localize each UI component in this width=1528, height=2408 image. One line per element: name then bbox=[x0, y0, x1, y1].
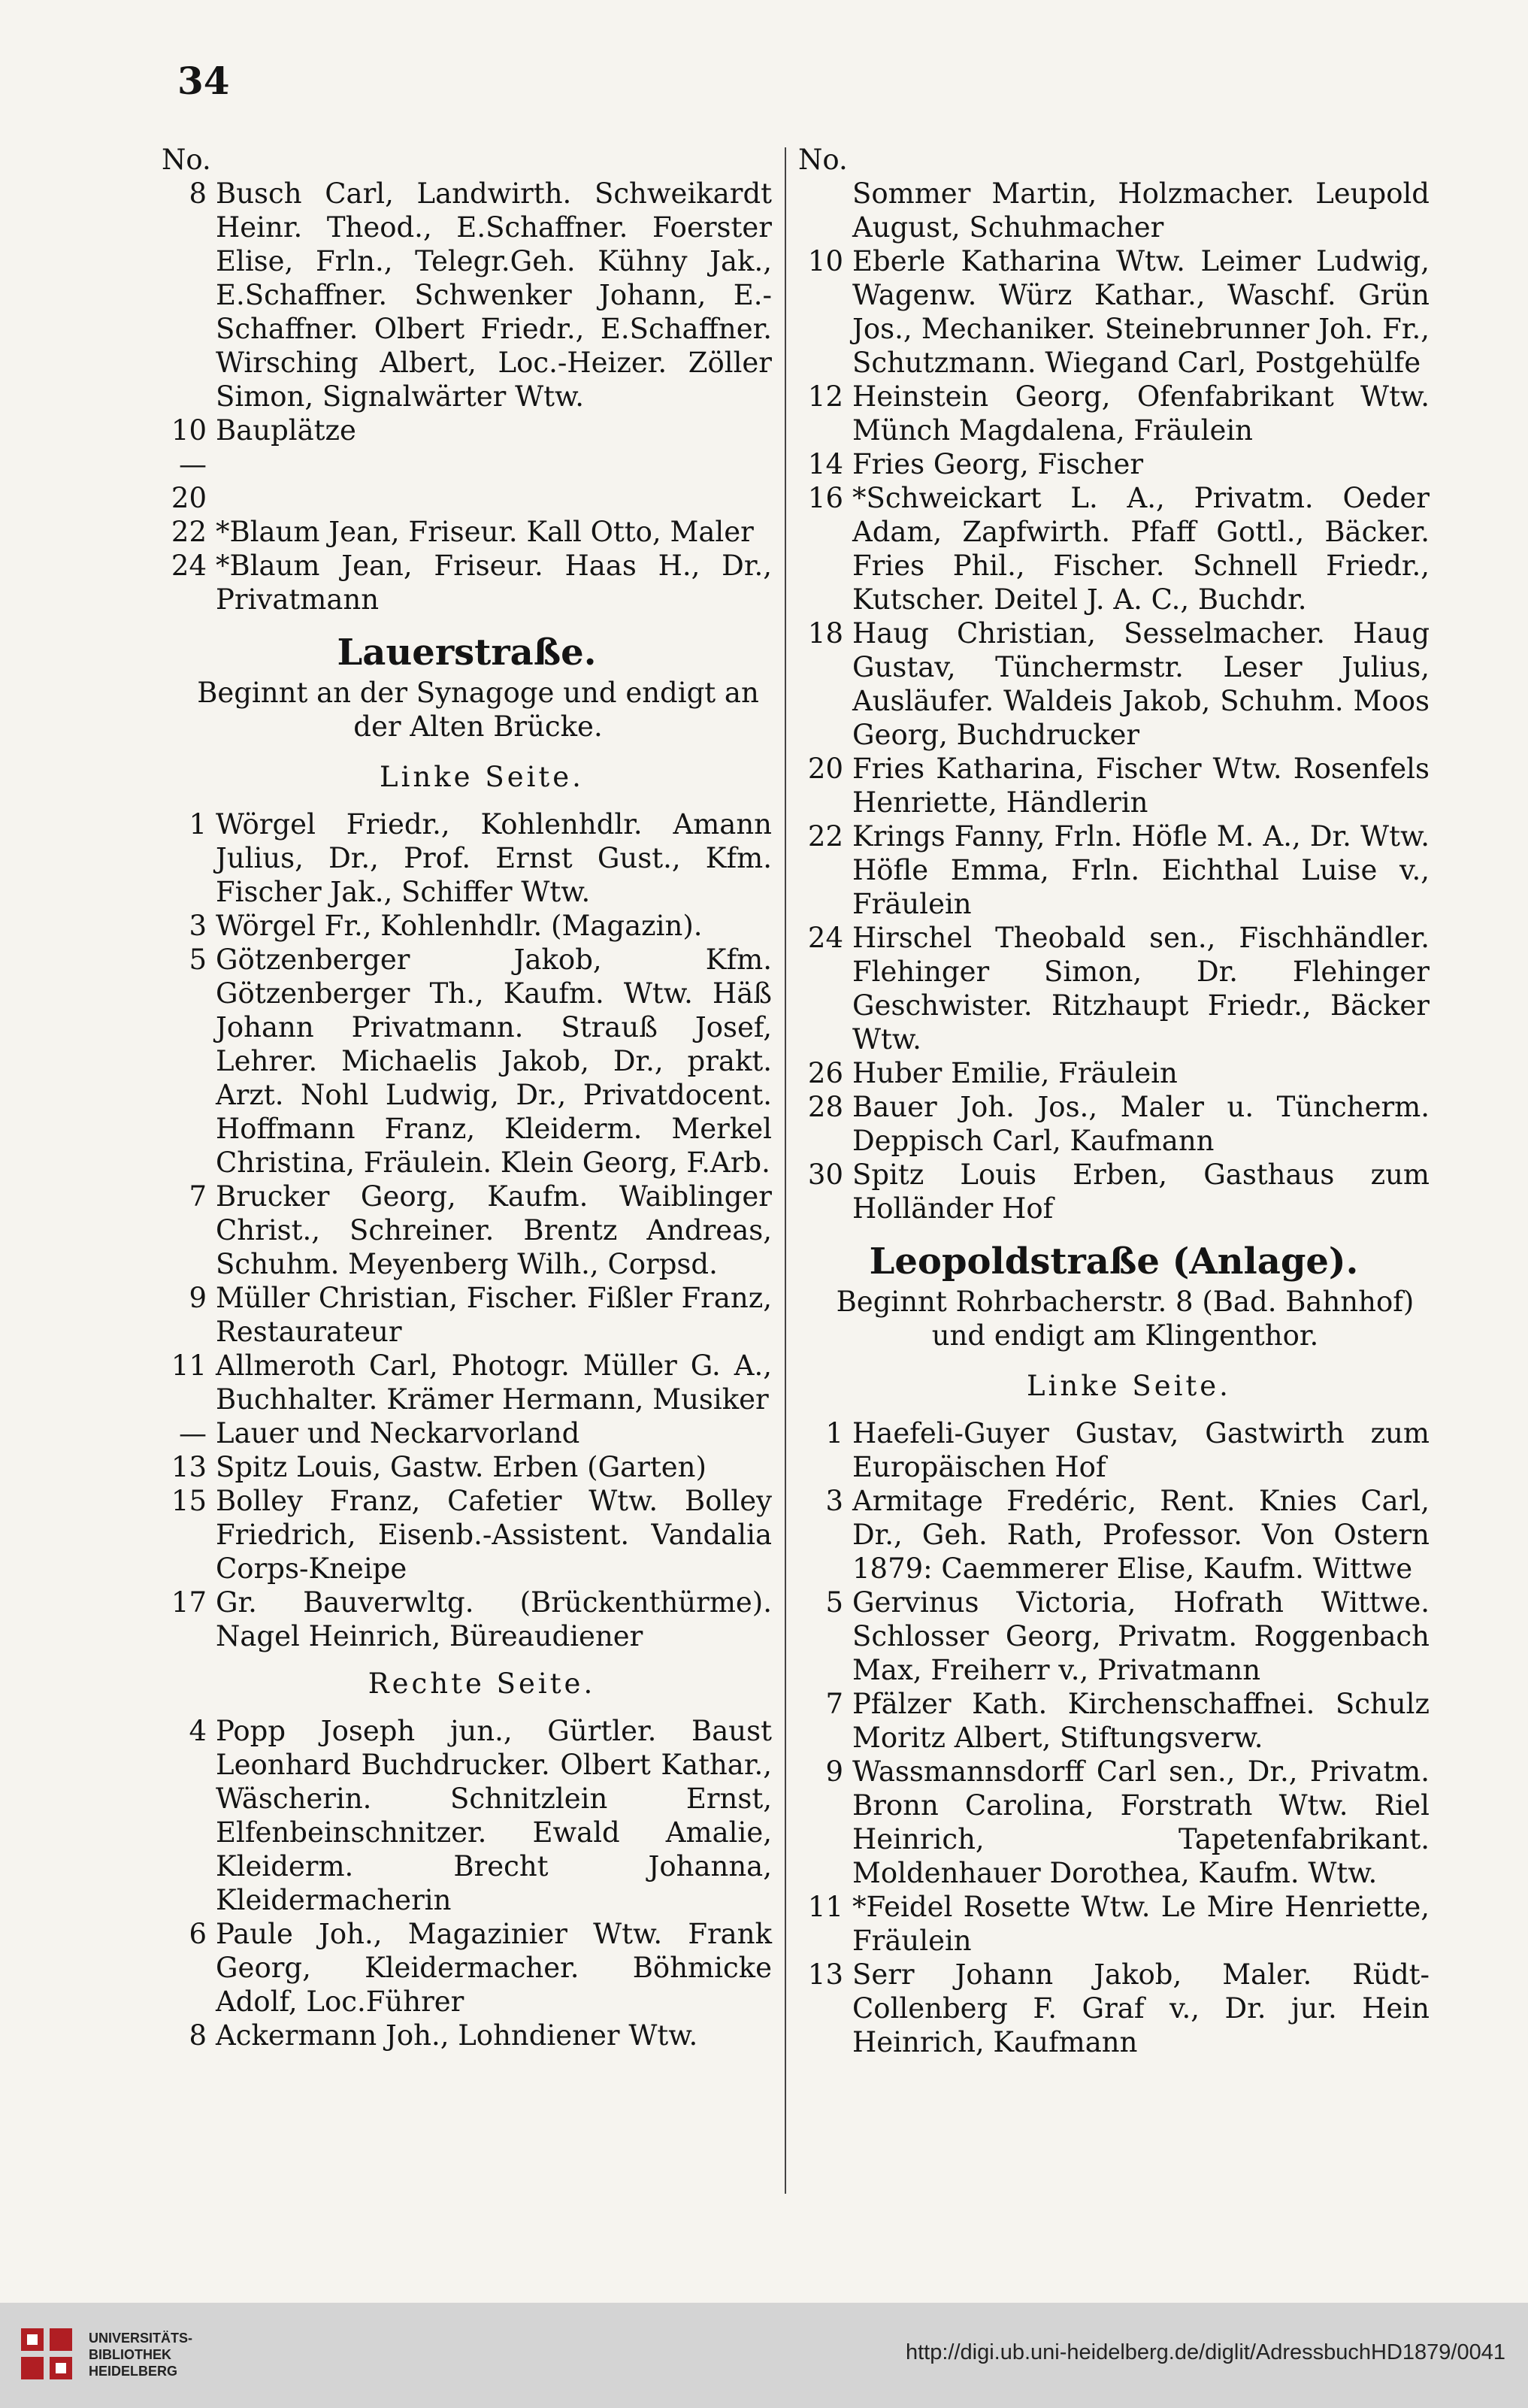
street-title: Lauerstraße. bbox=[337, 632, 597, 674]
resident-entry: Lauer und Neckarvorland bbox=[216, 1417, 580, 1449]
resident-entry: *Blaum Jean, Friseur. Haas H., Dr., Privatmann bbox=[216, 550, 772, 616]
resident-entry: *Schweickart L. A., Privatm. Oeder Adam, Zapfwirth. Pfaff Gottl., Bäcker. Fries Phil., Fischer. Schnell Friedr., Kutscher. Deitel J. A. C., Buchdr. bbox=[852, 482, 1430, 616]
resident-entry: Busch Carl, Landwirth. Schweikardt Heinr. Theod., E.Schaffner. Foerster Elise, Frln., Telegr.Geh. Kühny Jak., E.Schaffner. Schwenker Johann, E.-Schaffner. Olbert Friedr., E.Schaffner. Wirsching Albert, Loc.-Heizer. Zöller Simon, Signalwärter Wtw. bbox=[216, 177, 772, 413]
list-item bbox=[162, 943, 772, 1180]
house-number: 24 bbox=[171, 550, 207, 582]
house-number: 1 bbox=[825, 1417, 843, 1449]
list-item bbox=[162, 1450, 772, 1484]
list-item bbox=[162, 1484, 772, 1586]
list-item bbox=[798, 819, 1430, 921]
resident-entry: Bolley Franz, Cafetier Wtw. Bolley Friedrich, Eisenb.-Assistent. Vandalia Corps-Kneipe bbox=[216, 1485, 772, 1585]
resident-entry: Armitage Fredéric, Rent. Knies Carl, Dr., Geh. Rath, Professor. Von Ostern 1879: Caemmerer Elise, Kaufm. Wittwe bbox=[852, 1485, 1430, 1585]
house-number: — bbox=[179, 1417, 207, 1449]
resident-entry: Pfälzer Kath. Kirchenschaffnei. Schulz Moritz Albert, Stiftungsverw. bbox=[852, 1688, 1430, 1754]
resident-entry: Heinstein Georg, Ofenfabrikant Wtw. Münch Magdalena, Fräulein bbox=[852, 380, 1430, 447]
list-item bbox=[798, 380, 1430, 447]
list-item bbox=[798, 1484, 1430, 1586]
right-column bbox=[798, 143, 1430, 2059]
entries-rechte-left bbox=[162, 1714, 772, 2052]
resident-entry: Serr Johann Jakob, Maler. Rüdt-Collenberg F. Graf v., Dr. jur. Hein Heinrich, Kaufmann bbox=[852, 1958, 1430, 2058]
house-number: 22 bbox=[171, 516, 207, 548]
house-number: 1 bbox=[189, 808, 207, 841]
list-item bbox=[798, 1586, 1430, 1687]
resident-entry: *Blaum Jean, Friseur. Kall Otto, Maler bbox=[216, 516, 754, 548]
list-item bbox=[798, 1958, 1430, 2059]
column-header-no: No. bbox=[162, 144, 211, 176]
house-number: 10 bbox=[807, 245, 843, 277]
list-item bbox=[798, 1687, 1430, 1755]
column-divider bbox=[785, 147, 786, 2194]
list-item bbox=[162, 1416, 772, 1450]
entries-linke-left bbox=[162, 807, 772, 1653]
resident-entry: Gervinus Victoria, Hofrath Wittwe. Schlosser Georg, Privatm. Roggenbach Max, Freiherr v., Privatmann bbox=[852, 1586, 1430, 1686]
house-number: 8 bbox=[189, 177, 207, 210]
list-item bbox=[162, 413, 772, 515]
house-number: 30 bbox=[807, 1159, 843, 1191]
house-number: 13 bbox=[171, 1451, 207, 1483]
house-number: 3 bbox=[189, 910, 207, 942]
house-number: 5 bbox=[825, 1586, 843, 1619]
resident-entry: Eberle Katharina Wtw. Leimer Ludwig, Wagenw. Würz Kathar., Waschf. Grün Jos., Mechaniker. Steinebrunner Joh. Fr., Schutzmann. Wiegand Carl, Postgehülfe bbox=[852, 245, 1430, 379]
house-number: 26 bbox=[807, 1057, 843, 1089]
list-item bbox=[798, 1056, 1430, 1090]
university-library-logo-icon bbox=[17, 2324, 77, 2384]
list-item bbox=[162, 515, 772, 549]
resident-entry: Haug Christian, Sesselmacher. Haug Gustav, Tünchermstr. Leser Julius, Ausläufer. Waldeis Jakob, Schuhm. Moos Georg, Buchdrucker bbox=[852, 617, 1430, 751]
resident-entry: Ackermann Joh., Lohndiener Wtw. bbox=[216, 2019, 698, 2052]
house-number: 24 bbox=[807, 922, 843, 954]
resident-entry: Spitz Louis, Gastw. Erben (Garten) bbox=[216, 1451, 707, 1483]
house-number: 9 bbox=[825, 1755, 843, 1788]
resident-entry: Wörgel Fr., Kohlenhdlr. (Magazin). bbox=[216, 910, 703, 942]
list-item bbox=[798, 616, 1430, 752]
resident-entry: Paule Joh., Magazinier Wtw. Frank Georg, Kleidermacher. Böhmicke Adolf, Loc.Führer bbox=[216, 1918, 772, 2018]
list-item bbox=[162, 1281, 772, 1349]
house-number: 6 bbox=[189, 1918, 207, 1950]
list-item bbox=[798, 177, 1430, 244]
resident-entry: Spitz Louis Erben, Gasthaus zum Holländer Hof bbox=[852, 1159, 1430, 1225]
list-item bbox=[798, 244, 1430, 380]
house-number: 18 bbox=[807, 617, 843, 650]
side-heading-linke: Linke Seite. bbox=[380, 761, 584, 793]
street-description: Beginnt an der Synagoge und endigt an der Alten Brücke. bbox=[197, 677, 759, 743]
resident-entry: Hirschel Theobald sen., Fischhändler. Flehinger Simon, Dr. Flehinger Geschwister. Ritzhaupt Friedr., Bäcker Wtw. bbox=[852, 922, 1430, 1056]
list-item bbox=[798, 1158, 1430, 1225]
house-number: 10—20 bbox=[171, 414, 207, 514]
house-number: 11 bbox=[807, 1891, 843, 1923]
house-number: 28 bbox=[807, 1091, 843, 1123]
house-number: 4 bbox=[189, 1715, 207, 1747]
entries-top-right bbox=[798, 177, 1430, 1225]
house-number: 3 bbox=[825, 1485, 843, 1517]
resident-entry: Huber Emilie, Fräulein bbox=[852, 1057, 1178, 1089]
resident-entry: Bauplätze bbox=[216, 414, 356, 447]
street-description: Beginnt Rohrbacherstr. 8 (Bad. Bahnhof) und endigt am Klingenthor. bbox=[836, 1286, 1415, 1352]
house-number: 16 bbox=[807, 482, 843, 514]
house-number: 22 bbox=[807, 820, 843, 853]
list-item bbox=[798, 481, 1430, 616]
library-name-line: HEIDELBERG bbox=[89, 2364, 178, 2379]
side-heading-rechte: Rechte Seite. bbox=[368, 1667, 596, 1700]
house-number: 13 bbox=[807, 1958, 843, 1991]
list-item bbox=[162, 1586, 772, 1653]
list-item bbox=[162, 1180, 772, 1281]
resident-entry: Müller Christian, Fischer. Fißler Franz, Restaurateur bbox=[216, 1282, 772, 1348]
list-item bbox=[162, 1714, 772, 1917]
resident-entry: Götzenberger Jakob, Kfm. Götzenberger Th., Kaufm. Wtw. Häß Johann Privatmann. Strauß Josef, Lehrer. Michaelis Jakob, Dr., prakt. Arzt. Nohl Ludwig, Dr., Privatdocent. Hoffmann Franz, Kleiderm. Merkel Christina, Fräulein. Klein Georg, F.Arb. bbox=[216, 944, 772, 1179]
page-number: 34 bbox=[177, 59, 230, 103]
library-name-line: BIBLIOTHEK bbox=[89, 2347, 171, 2362]
list-item bbox=[798, 1090, 1430, 1158]
list-item bbox=[798, 921, 1430, 1056]
house-number bbox=[798, 177, 852, 244]
list-item bbox=[162, 909, 772, 943]
resident-entry: Fries Katharina, Fischer Wtw. Rosenfels Henriette, Händlerin bbox=[852, 753, 1430, 819]
list-item bbox=[162, 1917, 772, 2019]
resident-entry: Wörgel Friedr., Kohlenhdlr. Amann Julius, Dr., Prof. Ernst Gust., Kfm. Fischer Jak., Schiffer Wtw. bbox=[216, 808, 772, 908]
house-number: 20 bbox=[807, 753, 843, 785]
house-number: 8 bbox=[189, 2019, 207, 2052]
side-heading-linke: Linke Seite. bbox=[1027, 1370, 1231, 1402]
list-item bbox=[162, 177, 772, 413]
resident-entry: Wassmannsdorff Carl sen., Dr., Privatm. Bronn Carolina, Forstrath Wtw. Riel Heinrich, Tapetenfabrikant. Moldenhauer Dorothea, Kaufm. Wtw. bbox=[852, 1755, 1430, 1889]
resident-entry: Bauer Joh. Jos., Maler u. Tüncherm. Deppisch Carl, Kaufmann bbox=[852, 1091, 1430, 1157]
entries-top-left bbox=[162, 177, 772, 616]
house-number: 14 bbox=[807, 448, 843, 480]
list-item bbox=[798, 1755, 1430, 1890]
list-item bbox=[798, 1416, 1430, 1484]
house-number: 5 bbox=[189, 944, 207, 976]
list-item bbox=[162, 807, 772, 909]
list-item bbox=[798, 752, 1430, 819]
list-item bbox=[798, 447, 1430, 481]
resident-entry: Popp Joseph jun., Gürtler. Baust Leonhard Buchdrucker. Olbert Kathar., Wäscherin. Schnitzlein Ernst, Elfenbeinschnitzer. Ewald Amalie, Kleiderm. Brecht Johanna, Kleidermacherin bbox=[216, 1715, 772, 1916]
resident-entry: Gr. Bauverwltg. (Brückenthürme). Nagel Heinrich, Büreaudiener bbox=[216, 1586, 772, 1652]
house-number: 7 bbox=[189, 1180, 207, 1213]
house-number: 7 bbox=[825, 1688, 843, 1720]
library-name-line: UNIVERSITÄTS- bbox=[89, 2331, 193, 2346]
source-url-link[interactable]: http://digi.ub.uni-heidelberg.de/diglit/AdressbuchHD1879/0041 bbox=[905, 2340, 1505, 2364]
list-item bbox=[162, 549, 772, 616]
house-number: 9 bbox=[189, 1282, 207, 1314]
house-number: 17 bbox=[171, 1586, 207, 1619]
resident-entry: Haefeli-Guyer Gustav, Gastwirth zum Europäischen Hof bbox=[852, 1417, 1430, 1483]
street-title: Leopoldstraße (Anlage). bbox=[869, 1240, 1359, 1283]
house-number: 15 bbox=[171, 1485, 207, 1517]
list-item bbox=[162, 1349, 772, 1416]
resident-entry: Krings Fanny, Frln. Höfle M. A., Dr. Wtw. Höfle Emma, Frln. Eichthal Luise v., Fräulein bbox=[852, 820, 1430, 920]
column-header-no: No. bbox=[798, 144, 848, 176]
entries-linke-right bbox=[798, 1416, 1430, 2059]
list-item bbox=[798, 1890, 1430, 1958]
list-item bbox=[162, 2019, 772, 2052]
resident-entry: Fries Georg, Fischer bbox=[852, 448, 1144, 480]
resident-entry: *Feidel Rosette Wtw. Le Mire Henriette, Fräulein bbox=[852, 1891, 1430, 1957]
library-name bbox=[89, 2330, 192, 2379]
resident-entry: Sommer Martin, Holzmacher. Leupold August, Schuhmacher bbox=[852, 177, 1430, 244]
library-footer bbox=[0, 2303, 1528, 2408]
house-number: 11 bbox=[171, 1349, 207, 1382]
resident-entry: Brucker Georg, Kaufm. Waiblinger Christ., Schreiner. Brentz Andreas, Schuhm. Meyenberg Wilh., Corpsd. bbox=[216, 1180, 772, 1280]
left-column bbox=[162, 143, 772, 2052]
resident-entry: Allmeroth Carl, Photogr. Müller G. A., Buchhalter. Krämer Hermann, Musiker bbox=[216, 1349, 772, 1416]
house-number: 12 bbox=[807, 380, 843, 413]
